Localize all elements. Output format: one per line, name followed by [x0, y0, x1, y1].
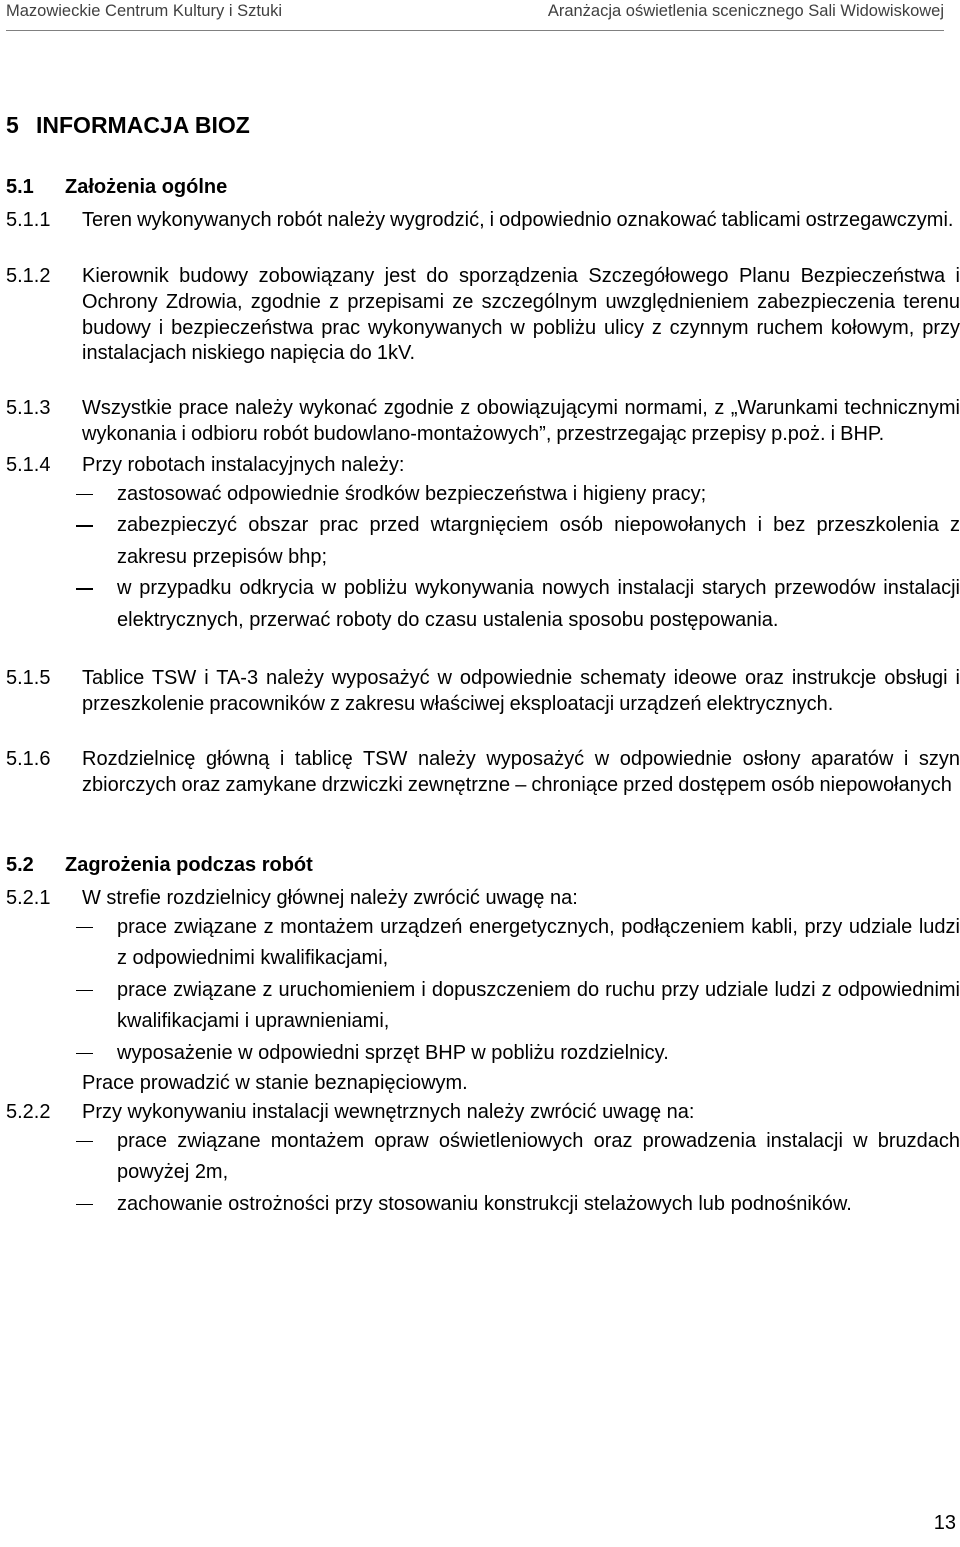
item-5-1-1	[6, 208, 960, 234]
subsection-title: Zagrożenia podczas robót	[65, 854, 313, 876]
bullet-list	[82, 479, 960, 637]
item-number: 5.1.1	[6, 209, 51, 231]
running-header	[6, 2, 944, 31]
subsection-heading-5-2	[6, 854, 313, 877]
list-item-text: prace związane z montażem urządzeń energetycznych, podłączeniem kabli, przy udziale ludzi z odpowiednimi kwalifikacjami,	[117, 915, 960, 970]
item-5-1-6	[6, 747, 960, 799]
dash-bullet-icon	[76, 927, 93, 928]
section-number: 5	[6, 112, 19, 138]
item-5-2-1	[6, 886, 960, 1098]
subsection-title: Założenia ogólne	[65, 176, 228, 198]
item-text: Wszystkie prace należy wykonać zgodnie z obowiązującymi normami, z „Warunkami technicznymi wykonania i odbioru robót budowlano-montażowych”, przestrzegając przepisy p.poż. i BHP.	[82, 397, 960, 445]
section-heading	[6, 112, 250, 139]
list-item	[79, 1038, 960, 1070]
item-body	[82, 1100, 960, 1220]
dash-bullet-icon	[76, 525, 93, 526]
item-number: 5.1.5	[6, 667, 51, 689]
item-text: Przy wykonywaniu instalacji wewnętrznych należy zwrócić uwagę na:	[82, 1101, 695, 1123]
bullet-list	[82, 1126, 960, 1221]
item-note: Prace prowadzić w stanie beznapięciowym.	[82, 1072, 468, 1095]
list-item-text: prace związane montażem opraw oświetleniowych oraz prowadzenia instalacji w bruzdach powyżej 2m,	[117, 1129, 960, 1184]
item-text: Przy robotach instalacyjnych należy:	[82, 454, 405, 476]
subsection-number: 5.1	[6, 176, 34, 198]
list-item	[79, 573, 960, 636]
dash-bullet-icon	[76, 990, 93, 991]
list-item-text: wyposażenie w odpowiedni sprzęt BHP w pobliżu rozdzielnicy.	[117, 1041, 669, 1064]
item-text: Teren wykonywanych robót należy wygrodzić, i odpowiednio oznakować tablicami ostrzegawczymi.	[82, 209, 954, 231]
dash-bullet-icon	[76, 1204, 93, 1205]
item-number: 5.1.6	[6, 748, 51, 770]
list-item	[79, 510, 960, 573]
item-number: 5.2.1	[6, 887, 51, 909]
item-body	[82, 886, 960, 1098]
item-5-1-4	[6, 453, 960, 636]
header-document-title: Aranżacja oświetlenia scenicznego Sali Widowiskowej	[547, 2, 944, 20]
subsection-heading-5-1	[6, 176, 227, 199]
item-text: W strefie rozdzielnicy głównej należy zwrócić uwagę na:	[82, 887, 578, 909]
list-item-text: prace związane z uruchomieniem i dopuszczeniem do ruchu przy udziale ludzi z odpowiednimi kwalifikacjami i uprawnieniami,	[117, 978, 960, 1033]
item-number: 5.2.2	[6, 1101, 51, 1123]
list-item-text: zachowanie ostrożności przy stosowaniu konstrukcji stelażowych lub podnośników.	[117, 1192, 852, 1215]
item-5-1-2	[6, 264, 960, 367]
list-item-text: zastosować odpowiednie środków bezpieczeństwa i higieny pracy;	[117, 482, 707, 505]
dash-bullet-icon	[76, 1053, 93, 1054]
dash-bullet-icon	[76, 494, 93, 495]
item-number: 5.1.3	[6, 397, 51, 419]
bullet-list	[82, 912, 960, 1070]
dash-bullet-icon	[76, 1141, 93, 1142]
item-5-2-2	[6, 1100, 960, 1220]
list-item	[79, 479, 960, 511]
item-text: Tablice TSW i TA-3 należy wyposażyć w odpowiednie schematy ideowe oraz instrukcje obsługi i przeszkolenie pracowników z zakresu właściwej eksploatacji urządzeń elektrycznych.	[82, 667, 960, 715]
item-number: 5.1.2	[6, 265, 51, 287]
item-5-1-5	[6, 666, 960, 718]
list-item-text: zabezpieczyć obszar prac przed wtargnięciem osób niepowołanych i bez przeszkolenia z zakresu przepisów bhp;	[117, 514, 960, 568]
list-item-text: w przypadku odkrycia w pobliżu wykonywania nowych instalacji starych przewodów instalacji elektrycznych, przerwać roboty do czasu ustalenia sposobu postępowania.	[117, 577, 960, 631]
item-5-1-3	[6, 396, 960, 448]
header-organization: Mazowieckie Centrum Kultury i Sztuki	[6, 2, 283, 20]
list-item	[79, 1126, 960, 1189]
item-number: 5.1.4	[6, 454, 51, 476]
dash-bullet-icon	[76, 588, 93, 589]
list-item	[79, 912, 960, 975]
item-text: Kierownik budowy zobowiązany jest do sporządzenia Szczegółowego Planu Bezpieczeństwa i Ochrony Zdrowia, zgodnie z przepisami ze szczególnym uwzględnieniem zabezpieczenia terenu budowy i bezpieczeństwa prac wykonywanych w pobliżu ulicy z czynnym ruchem kołowym, przy instalacjach niskiego napięcia do 1kV.	[82, 265, 960, 365]
subsection-number: 5.2	[6, 854, 34, 876]
list-item	[79, 975, 960, 1038]
page-number: 13	[933, 1512, 956, 1534]
list-item	[79, 1189, 960, 1221]
item-text: Rozdzielnicę główną i tablicę TSW należy wyposażyć w odpowiednie osłony aparatów i szyn zbiorczych oraz zamykane drzwiczki zewnętrzne – chroniące przed dostępem osób niepowołanych	[82, 748, 960, 796]
item-body	[82, 453, 960, 636]
section-title: INFORMACJA BIOZ	[36, 112, 250, 138]
